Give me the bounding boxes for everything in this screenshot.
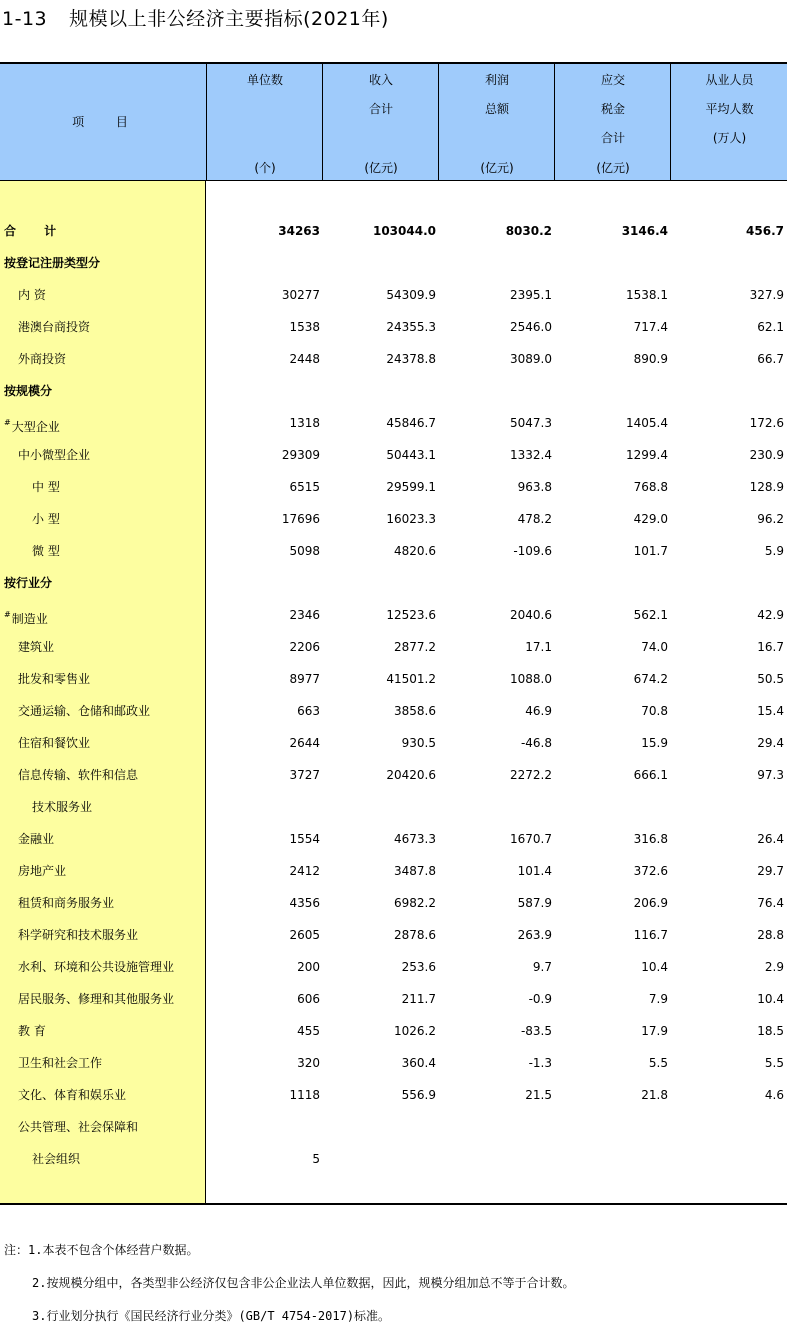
- table-row: [0, 823, 787, 855]
- cell-value: 70.8: [641, 704, 668, 718]
- table-row: [0, 951, 787, 983]
- row-label-text: 按行业分: [4, 576, 53, 590]
- cell-value: 5098: [289, 544, 320, 558]
- cell-value: 1670.7: [510, 832, 552, 846]
- cell-value: 15.4: [757, 704, 784, 718]
- table-row: [0, 855, 787, 887]
- cell-value: 20420.6: [386, 768, 436, 782]
- row-label: [4, 375, 52, 407]
- cell-value: 1118: [289, 1088, 320, 1102]
- row-label: [32, 471, 60, 503]
- row-label: [4, 407, 60, 443]
- row-label: [18, 727, 90, 759]
- cell-value: 29599.1: [386, 480, 436, 494]
- footnotes: [4, 1240, 574, 1339]
- cell-value: 29.4: [757, 736, 784, 750]
- header-col-5: [670, 64, 787, 180]
- cell-value: 717.4: [633, 320, 668, 334]
- table-row: [0, 727, 787, 759]
- cell-value: 2412: [289, 864, 320, 878]
- cell-value: 963.8: [517, 480, 552, 494]
- cell-value: 24378.8: [386, 352, 436, 366]
- cell-value: 2878.6: [394, 928, 436, 942]
- cell-value: 200: [297, 960, 320, 974]
- row-label: [18, 983, 174, 1015]
- cell-value: 8030.2: [505, 224, 552, 238]
- cell-value: 1538: [289, 320, 320, 334]
- row-label: [4, 567, 52, 599]
- row-label: [18, 695, 150, 727]
- cell-value: 429.0: [633, 512, 668, 526]
- cell-value: 556.9: [401, 1088, 436, 1102]
- table-row: [0, 279, 787, 311]
- table-row: [0, 471, 787, 503]
- cell-value: -109.6: [513, 544, 552, 558]
- table-row: [0, 791, 787, 823]
- table-number: 1-13: [2, 8, 48, 30]
- cell-value: 21.5: [525, 1088, 552, 1102]
- cell-value: -83.5: [520, 1024, 552, 1038]
- header-line: 单位数: [246, 73, 283, 87]
- table-row: [0, 535, 787, 567]
- cell-value: 17.1: [525, 640, 552, 654]
- cell-value: 24355.3: [386, 320, 436, 334]
- cell-value: 2346: [289, 608, 320, 622]
- cell-value: 42.9: [757, 608, 784, 622]
- header-line: 利润: [484, 73, 509, 87]
- cell-value: 674.2: [633, 672, 668, 686]
- cell-value: 2272.2: [510, 768, 552, 782]
- row-label-text: 信息传输、软件和信息: [18, 768, 139, 782]
- footnote-marker: #: [4, 418, 11, 427]
- cell-value: 3487.8: [394, 864, 436, 878]
- row-label-text: 社会组织: [32, 1152, 81, 1166]
- cell-value: 29.7: [757, 864, 784, 878]
- cell-value: 96.2: [757, 512, 784, 526]
- cell-value: 5.5: [648, 1056, 668, 1070]
- cell-value: 5047.3: [510, 416, 552, 430]
- row-label-text: 公共管理、社会保障和: [18, 1120, 139, 1134]
- cell-value: 316.8: [633, 832, 668, 846]
- row-label: [18, 1047, 102, 1079]
- header-unit: (个): [254, 161, 276, 175]
- cell-value: 5.9: [764, 544, 784, 558]
- row-label-text: 中 型: [32, 480, 60, 494]
- header-item: 项 目: [72, 115, 142, 129]
- table-row: [0, 375, 787, 407]
- cell-value: 455: [297, 1024, 320, 1038]
- row-label-text: 按规模分: [4, 384, 53, 398]
- row-label: [18, 1111, 138, 1143]
- cell-value: 28.8: [757, 928, 784, 942]
- row-label: [4, 215, 68, 247]
- row-label: [18, 439, 90, 471]
- row-label-text: 港澳台商投资: [18, 320, 91, 334]
- row-label-text: 大型企业: [11, 420, 60, 434]
- header-line: 从业人员: [705, 73, 754, 87]
- table-row: [0, 1015, 787, 1047]
- cell-value: 2206: [289, 640, 320, 654]
- header-col-4: [554, 64, 671, 180]
- table-row: [0, 439, 787, 471]
- row-label: [4, 599, 48, 635]
- cell-value: 54309.9: [386, 288, 436, 302]
- cell-value: 101.4: [517, 864, 552, 878]
- cell-value: 29309: [281, 448, 320, 462]
- row-label: [4, 247, 100, 279]
- cell-value: 21.8: [641, 1088, 668, 1102]
- header-unit: (亿元): [596, 161, 630, 175]
- cell-value: 74.0: [641, 640, 668, 654]
- row-label-text: 按登记注册类型分: [4, 256, 101, 270]
- cell-value: 890.9: [633, 352, 668, 366]
- table-row: [0, 503, 787, 535]
- cell-value: 456.7: [746, 224, 784, 238]
- cell-value: 4.6: [764, 1088, 784, 1102]
- cell-value: 3858.6: [394, 704, 436, 718]
- table-row: [0, 311, 787, 343]
- row-label: [18, 631, 54, 663]
- row-label-text: 租赁和商务服务业: [18, 896, 115, 910]
- cell-value: 1538.1: [626, 288, 668, 302]
- cell-value: -0.9: [528, 992, 552, 1006]
- cell-value: 97.3: [757, 768, 784, 782]
- table-row: [0, 663, 787, 695]
- row-label-text: 小 型: [32, 512, 60, 526]
- table-row: [0, 1047, 787, 1079]
- cell-value: 62.1: [757, 320, 784, 334]
- table-row: [0, 567, 787, 599]
- header-unit: (亿元): [364, 161, 398, 175]
- cell-value: 5.5: [764, 1056, 784, 1070]
- header-unit: (亿元): [480, 161, 514, 175]
- cell-value: 206.9: [633, 896, 668, 910]
- row-label-text: 交通运输、仓储和邮政业: [18, 704, 151, 718]
- cell-value: 41501.2: [386, 672, 436, 686]
- cell-value: 103044.0: [372, 224, 436, 238]
- cell-value: 66.7: [757, 352, 784, 366]
- cell-value: 663: [297, 704, 320, 718]
- row-label: [18, 919, 138, 951]
- cell-value: 360.4: [401, 1056, 436, 1070]
- cell-value: 4820.6: [394, 544, 436, 558]
- table-row: [0, 407, 787, 439]
- cell-value: 2877.2: [394, 640, 436, 654]
- row-label: [32, 503, 60, 535]
- cell-value: 17.9: [641, 1024, 668, 1038]
- cell-value: 45846.7: [386, 416, 436, 430]
- cell-value: 6515: [289, 480, 320, 494]
- row-label-text: 水利、环境和公共设施管理业: [18, 960, 175, 974]
- cell-value: 172.6: [749, 416, 784, 430]
- data-table: [0, 62, 787, 1205]
- row-label-text: 卫生和社会工作: [18, 1056, 103, 1070]
- cell-value: 562.1: [633, 608, 668, 622]
- row-label: [18, 1079, 126, 1111]
- cell-value: 9.7: [532, 960, 552, 974]
- row-label: [18, 855, 66, 887]
- header-line: (万人): [712, 131, 747, 145]
- row-label-text: 文化、体育和娱乐业: [18, 1088, 127, 1102]
- row-label: [32, 791, 92, 823]
- cell-value: 930.5: [401, 736, 436, 750]
- footnote: 2.按规模分组中，各类型非公经济仅包含非公企业法人单位数据，因此，规模分组加总不等于合计数。: [32, 1276, 575, 1290]
- table-body: [0, 181, 787, 1203]
- cell-value: 1088.0: [510, 672, 552, 686]
- cell-value: 18.5: [757, 1024, 784, 1038]
- table-row: [0, 343, 787, 375]
- row-label-text: 微 型: [32, 544, 60, 558]
- cell-value: 2605: [289, 928, 320, 942]
- row-label-text: 技术服务业: [32, 800, 93, 814]
- cell-value: 76.4: [757, 896, 784, 910]
- row-label-text: 居民服务、修理和其他服务业: [18, 992, 175, 1006]
- row-label-text: 制造业: [11, 612, 48, 626]
- table-row: [0, 1111, 787, 1143]
- row-label: [18, 1015, 46, 1047]
- row-label: [32, 535, 60, 567]
- table-row: [0, 1079, 787, 1111]
- cell-value: 2.9: [764, 960, 784, 974]
- row-label-text: 住宿和餐饮业: [18, 736, 91, 750]
- cell-value: 5: [312, 1152, 320, 1166]
- table-row: [0, 759, 787, 791]
- cell-value: 8977: [289, 672, 320, 686]
- cell-value: 478.2: [517, 512, 552, 526]
- cell-value: 7.9: [648, 992, 668, 1006]
- cell-value: 2448: [289, 352, 320, 366]
- row-label-text: 建筑业: [18, 640, 55, 654]
- cell-value: 50443.1: [386, 448, 436, 462]
- row-label-text: 批发和零售业: [18, 672, 91, 686]
- row-label-text: 科学研究和技术服务业: [18, 928, 139, 942]
- cell-value: 1299.4: [626, 448, 668, 462]
- table-title: 规模以上非公经济主要指标(2021年): [69, 8, 389, 30]
- cell-value: 2040.6: [510, 608, 552, 622]
- header-line: 税金: [600, 102, 625, 116]
- row-label: [32, 1143, 80, 1175]
- cell-value: 116.7: [633, 928, 668, 942]
- row-label: [18, 343, 66, 375]
- header-line: 收入: [368, 73, 393, 87]
- cell-value: 16.7: [757, 640, 784, 654]
- cell-value: 30277: [281, 288, 320, 302]
- cell-value: 2395.1: [510, 288, 552, 302]
- cell-value: -1.3: [528, 1056, 552, 1070]
- cell-value: 1026.2: [394, 1024, 436, 1038]
- cell-value: 101.7: [633, 544, 668, 558]
- cell-value: 46.9: [525, 704, 552, 718]
- footnote-marker: #: [4, 610, 11, 619]
- cell-value: 587.9: [517, 896, 552, 910]
- cell-value: 6982.2: [394, 896, 436, 910]
- cell-value: 327.9: [749, 288, 784, 302]
- cell-value: 1554: [289, 832, 320, 846]
- row-label-text: 合 计: [4, 224, 69, 238]
- cell-value: 17696: [281, 512, 320, 526]
- footnote: 注：1.本表不包含个体经营户数据。: [4, 1243, 199, 1257]
- cell-value: 768.8: [633, 480, 668, 494]
- row-label-text: 内 资: [18, 288, 46, 302]
- cell-value: 34263: [278, 224, 320, 238]
- cell-value: 606: [297, 992, 320, 1006]
- cell-value: 50.5: [757, 672, 784, 686]
- cell-value: 3727: [289, 768, 320, 782]
- row-label-text: 外商投资: [18, 352, 67, 366]
- row-label: [18, 887, 114, 919]
- table-row: [0, 247, 787, 279]
- row-label-text: 金融业: [18, 832, 55, 846]
- table-row: [0, 215, 787, 247]
- cell-value: 3146.4: [621, 224, 668, 238]
- header-col-1: [206, 64, 323, 180]
- cell-value: 263.9: [517, 928, 552, 942]
- cell-value: 16023.3: [386, 512, 436, 526]
- cell-value: 1332.4: [510, 448, 552, 462]
- table-row: [0, 599, 787, 631]
- cell-value: 4356: [289, 896, 320, 910]
- cell-value: 15.9: [641, 736, 668, 750]
- header-line: 平均人数: [705, 102, 754, 116]
- cell-value: 372.6: [633, 864, 668, 878]
- table-row: [0, 695, 787, 727]
- header-line: 合计: [368, 102, 393, 116]
- row-label: [18, 823, 54, 855]
- row-label: [18, 279, 46, 311]
- row-label: [18, 311, 90, 343]
- cell-value: 211.7: [401, 992, 436, 1006]
- cell-value: 2644: [289, 736, 320, 750]
- header-line: 合计: [600, 131, 625, 145]
- cell-value: 4673.3: [394, 832, 436, 846]
- cell-value: 2546.0: [510, 320, 552, 334]
- cell-value: -46.8: [520, 736, 552, 750]
- cell-value: 320: [297, 1056, 320, 1070]
- table-row: [0, 887, 787, 919]
- cell-value: 253.6: [401, 960, 436, 974]
- header-col-3: [438, 64, 555, 180]
- table-row: [0, 1143, 787, 1175]
- cell-value: 10.4: [641, 960, 668, 974]
- table-row: [0, 919, 787, 951]
- cell-value: 128.9: [749, 480, 784, 494]
- row-label-text: 教 育: [18, 1024, 46, 1038]
- table-header: [0, 64, 787, 181]
- cell-value: 10.4: [757, 992, 784, 1006]
- table-row: [0, 631, 787, 663]
- page-title: [2, 4, 389, 31]
- table-row: [0, 983, 787, 1015]
- row-label-text: 中小微型企业: [18, 448, 91, 462]
- header-line: 总额: [484, 102, 509, 116]
- row-label-text: 房地产业: [18, 864, 67, 878]
- row-label: [18, 663, 90, 695]
- footnote: 3.行业划分执行《国民经济行业分类》(GB/T 4754-2017)标准。: [32, 1309, 391, 1323]
- cell-value: 666.1: [633, 768, 668, 782]
- cell-value: 12523.6: [386, 608, 436, 622]
- cell-value: 1405.4: [626, 416, 668, 430]
- row-label: [18, 951, 174, 983]
- header-line: 应交: [600, 73, 625, 87]
- cell-value: 1318: [289, 416, 320, 430]
- cell-value: 230.9: [749, 448, 784, 462]
- header-col-2: [322, 64, 439, 180]
- cell-value: 3089.0: [510, 352, 552, 366]
- cell-value: 26.4: [757, 832, 784, 846]
- row-label: [18, 759, 138, 791]
